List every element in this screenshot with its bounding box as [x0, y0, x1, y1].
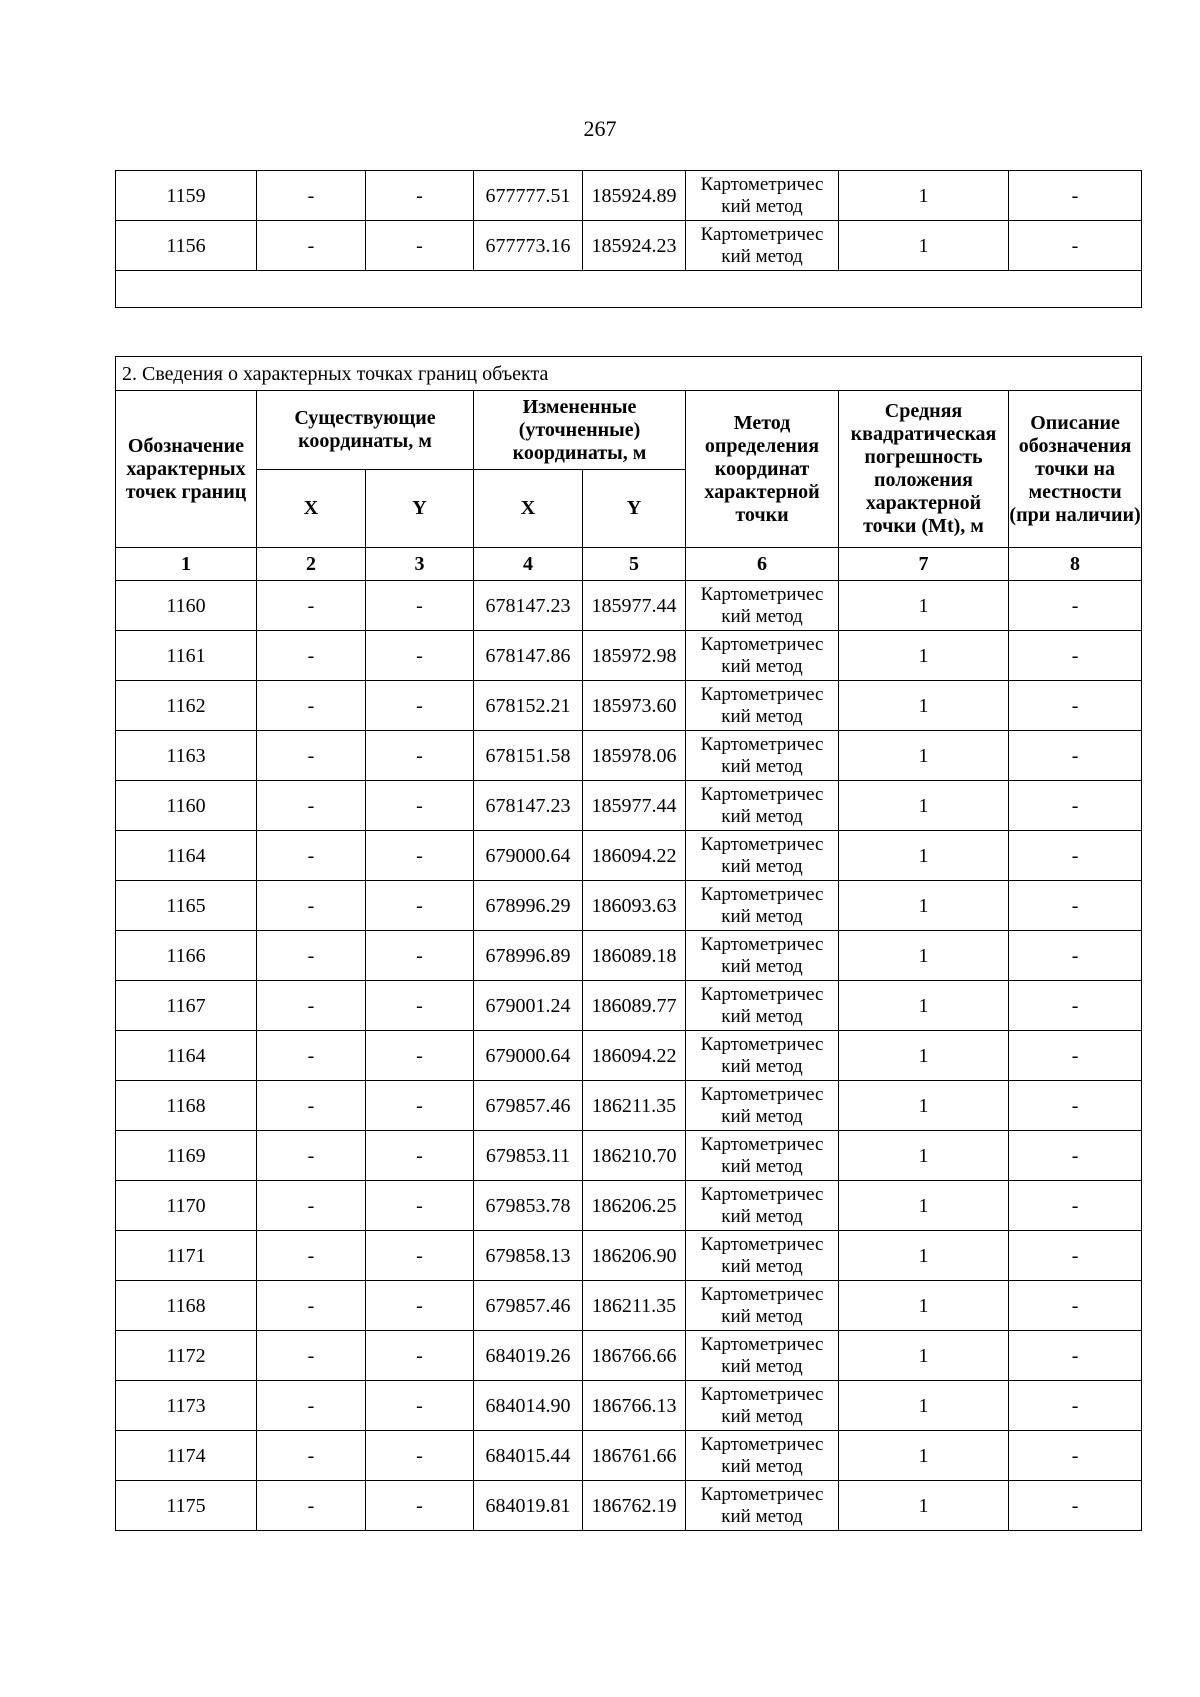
- cell-y-changed: 186766.13: [583, 1381, 686, 1431]
- table-row: [116, 1431, 1142, 1481]
- cell-x-existing: -: [257, 681, 366, 731]
- cell-x-existing: -: [257, 981, 366, 1031]
- cell-y-changed: 186206.25: [583, 1181, 686, 1231]
- header-mt: Средняя квадратическая погрешность положения характерной точки (Mt), м: [839, 391, 1009, 548]
- cell-description: -: [1009, 881, 1142, 931]
- cell-x-existing: -: [257, 1081, 366, 1131]
- cell-description: -: [1009, 731, 1142, 781]
- cell-y-existing: -: [366, 1331, 474, 1381]
- cell-x-changed: 679858.13: [474, 1231, 583, 1281]
- cell-y-existing: -: [366, 221, 474, 271]
- cell-point-id: 1172: [116, 1331, 257, 1381]
- cell-mt: 1: [839, 781, 1009, 831]
- cell-x-changed: 678147.23: [474, 781, 583, 831]
- column-number: 6: [686, 548, 839, 581]
- cell-x-existing: -: [257, 1181, 366, 1231]
- header-changed-coords: Измененные (уточненные) координаты, м: [474, 391, 686, 470]
- cell-point-id: 1168: [116, 1081, 257, 1131]
- cell-x-existing: -: [257, 1031, 366, 1081]
- cell-point-id: 1160: [116, 781, 257, 831]
- cell-y-changed: 185972.98: [583, 631, 686, 681]
- cell-mt: 1: [839, 981, 1009, 1031]
- cell-x-existing: -: [257, 781, 366, 831]
- cell-y-existing: -: [366, 731, 474, 781]
- cell-x-changed: 684019.26: [474, 1331, 583, 1381]
- cell-x-changed: 679000.64: [474, 1031, 583, 1081]
- cell-point-id: 1175: [116, 1481, 257, 1531]
- cell-x-existing: -: [257, 221, 366, 271]
- cell-y-existing: -: [366, 1231, 474, 1281]
- cell-description: -: [1009, 171, 1142, 221]
- cell-method: Картометричес кий метод: [686, 581, 839, 631]
- cell-y-existing: -: [366, 981, 474, 1031]
- cell-point-id: 1168: [116, 1281, 257, 1331]
- column-number: 4: [474, 548, 583, 581]
- cell-mt: 1: [839, 1031, 1009, 1081]
- cell-method: Картометричес кий метод: [686, 1331, 839, 1381]
- header-y-existing: Y: [366, 470, 474, 548]
- cell-x-existing: -: [257, 631, 366, 681]
- cell-y-changed: 185978.06: [583, 731, 686, 781]
- cell-y-changed: 186206.90: [583, 1231, 686, 1281]
- cell-mt: 1: [839, 1081, 1009, 1131]
- cell-y-existing: -: [366, 1381, 474, 1431]
- cell-point-id: 1173: [116, 1381, 257, 1431]
- header-existing-coords: Существующие координаты, м: [257, 391, 474, 470]
- table-row: [116, 781, 1142, 831]
- cell-description: -: [1009, 581, 1142, 631]
- cell-description: -: [1009, 831, 1142, 881]
- cell-method: Картометричес кий метод: [686, 171, 839, 221]
- column-number: 3: [366, 548, 474, 581]
- cell-x-changed: 684019.81: [474, 1481, 583, 1531]
- cell-method: Картометричес кий метод: [686, 831, 839, 881]
- cell-y-changed: 185977.44: [583, 581, 686, 631]
- table-row: [116, 1481, 1142, 1531]
- cell-x-existing: -: [257, 831, 366, 881]
- column-number: 5: [583, 548, 686, 581]
- cell-description: -: [1009, 1281, 1142, 1331]
- cell-method: Картометричес кий метод: [686, 681, 839, 731]
- cell-description: -: [1009, 1331, 1142, 1381]
- cell-y-changed: 186093.63: [583, 881, 686, 931]
- cell-method: Картометричес кий метод: [686, 881, 839, 931]
- cell-mt: 1: [839, 581, 1009, 631]
- cell-point-id: 1161: [116, 631, 257, 681]
- table-row: [116, 1281, 1142, 1331]
- table-row: [116, 1181, 1142, 1231]
- cell-method: Картометричес кий метод: [686, 1131, 839, 1181]
- cell-method: Картометричес кий метод: [686, 731, 839, 781]
- table-row: [116, 1381, 1142, 1431]
- cell-y-changed: 186089.77: [583, 981, 686, 1031]
- cell-description: -: [1009, 1181, 1142, 1231]
- cell-description: -: [1009, 781, 1142, 831]
- cell-mt: 1: [839, 681, 1009, 731]
- cell-point-id: 1170: [116, 1181, 257, 1231]
- cell-x-changed: 678152.21: [474, 681, 583, 731]
- cell-description: -: [1009, 1031, 1142, 1081]
- cell-point-id: 1159: [116, 171, 257, 221]
- table-row: [116, 631, 1142, 681]
- header-method: Метод определения координат характерной точки: [686, 391, 839, 548]
- cell-method: Картометричес кий метод: [686, 1431, 839, 1481]
- continued-rows: [116, 171, 1142, 271]
- cell-y-changed: 186094.22: [583, 1031, 686, 1081]
- cell-x-changed: 679001.24: [474, 981, 583, 1031]
- cell-method: Картометричес кий метод: [686, 631, 839, 681]
- cell-method: Картометричес кий метод: [686, 1081, 839, 1131]
- cell-x-changed: 678151.58: [474, 731, 583, 781]
- cell-y-changed: 186762.19: [583, 1481, 686, 1531]
- cell-description: -: [1009, 1231, 1142, 1281]
- cell-mt: 1: [839, 1331, 1009, 1381]
- table-row: [116, 931, 1142, 981]
- cell-x-existing: -: [257, 581, 366, 631]
- table-row: [116, 1081, 1142, 1131]
- cell-y-existing: -: [366, 1131, 474, 1181]
- boundary-points-rows: [116, 581, 1142, 1531]
- cell-y-changed: 185924.23: [583, 221, 686, 271]
- cell-y-existing: -: [366, 1031, 474, 1081]
- cell-y-existing: -: [366, 1481, 474, 1531]
- cell-x-existing: -: [257, 881, 366, 931]
- cell-y-changed: 186089.18: [583, 931, 686, 981]
- cell-x-existing: -: [257, 1131, 366, 1181]
- cell-y-existing: -: [366, 1081, 474, 1131]
- cell-description: -: [1009, 981, 1142, 1031]
- cell-mt: 1: [839, 1381, 1009, 1431]
- table-row: [116, 1331, 1142, 1381]
- header-x-changed: X: [474, 470, 583, 548]
- cell-method: Картометричес кий метод: [686, 1231, 839, 1281]
- cell-y-existing: -: [366, 171, 474, 221]
- cell-mt: 1: [839, 1131, 1009, 1181]
- cell-mt: 1: [839, 931, 1009, 981]
- cell-mt: 1: [839, 831, 1009, 881]
- table-row: [116, 881, 1142, 931]
- cell-y-changed: 185977.44: [583, 781, 686, 831]
- cell-description: -: [1009, 1431, 1142, 1481]
- cell-mt: 1: [839, 631, 1009, 681]
- cell-y-existing: -: [366, 881, 474, 931]
- cell-x-changed: 677773.16: [474, 221, 583, 271]
- cell-x-existing: -: [257, 1481, 366, 1531]
- cell-y-existing: -: [366, 831, 474, 881]
- cell-point-id: 1160: [116, 581, 257, 631]
- cell-y-changed: 186766.66: [583, 1331, 686, 1381]
- cell-point-id: 1165: [116, 881, 257, 931]
- cell-x-changed: 684014.90: [474, 1381, 583, 1431]
- cell-method: Картометричес кий метод: [686, 1381, 839, 1431]
- cell-y-changed: 186210.70: [583, 1131, 686, 1181]
- header-description: Описание обозначения точки на местности (при наличии): [1009, 391, 1142, 548]
- table-row: [116, 981, 1142, 1031]
- cell-x-changed: 684015.44: [474, 1431, 583, 1481]
- table-row: [116, 831, 1142, 881]
- cell-y-changed: 186211.35: [583, 1081, 686, 1131]
- table-row: [116, 681, 1142, 731]
- cell-description: -: [1009, 631, 1142, 681]
- cell-method: Картометричес кий метод: [686, 981, 839, 1031]
- cell-x-changed: 677777.51: [474, 171, 583, 221]
- cell-x-changed: 679853.78: [474, 1181, 583, 1231]
- section-title: 2. Сведения о характерных точках границ объекта: [116, 357, 1142, 391]
- cell-point-id: 1164: [116, 1031, 257, 1081]
- cell-method: Картометричес кий метод: [686, 1181, 839, 1231]
- cell-description: -: [1009, 1381, 1142, 1431]
- cell-y-existing: -: [366, 631, 474, 681]
- cell-point-id: 1169: [116, 1131, 257, 1181]
- table-row: [116, 1031, 1142, 1081]
- cell-mt: 1: [839, 881, 1009, 931]
- table-row: [116, 221, 1142, 271]
- cell-method: Картометричес кий метод: [686, 781, 839, 831]
- column-number: 1: [116, 548, 257, 581]
- table-row: [116, 1231, 1142, 1281]
- cell-x-existing: -: [257, 1231, 366, 1281]
- cell-method: Картометричес кий метод: [686, 1031, 839, 1081]
- cell-mt: 1: [839, 1281, 1009, 1331]
- cell-mt: 1: [839, 221, 1009, 271]
- cell-mt: 1: [839, 731, 1009, 781]
- cell-y-changed: 186094.22: [583, 831, 686, 881]
- table-row: [116, 581, 1142, 631]
- table-row: [116, 1131, 1142, 1181]
- cell-y-existing: -: [366, 1281, 474, 1331]
- cell-point-id: 1156: [116, 221, 257, 271]
- cell-mt: 1: [839, 1431, 1009, 1481]
- cell-x-changed: 678996.29: [474, 881, 583, 931]
- cell-method: Картометричес кий метод: [686, 931, 839, 981]
- header-point-designation: Обозначение характерных точек границ: [116, 391, 257, 548]
- cell-x-changed: 679853.11: [474, 1131, 583, 1181]
- table-row: [116, 171, 1142, 221]
- cell-point-id: 1162: [116, 681, 257, 731]
- column-number: 2: [257, 548, 366, 581]
- cell-y-existing: -: [366, 1181, 474, 1231]
- cell-y-changed: 186761.66: [583, 1431, 686, 1481]
- cell-x-existing: -: [257, 1431, 366, 1481]
- cell-mt: 1: [839, 171, 1009, 221]
- cell-point-id: 1174: [116, 1431, 257, 1481]
- header-x-existing: X: [257, 470, 366, 548]
- column-number: 7: [839, 548, 1009, 581]
- cell-y-changed: 185973.60: [583, 681, 686, 731]
- cell-mt: 1: [839, 1231, 1009, 1281]
- cell-x-changed: 679000.64: [474, 831, 583, 881]
- cell-description: -: [1009, 221, 1142, 271]
- cell-point-id: 1171: [116, 1231, 257, 1281]
- cell-mt: 1: [839, 1181, 1009, 1231]
- page-number: 267: [583, 116, 617, 141]
- cell-x-changed: 678996.89: [474, 931, 583, 981]
- cell-x-existing: -: [257, 171, 366, 221]
- cell-point-id: 1167: [116, 981, 257, 1031]
- continued-coordinates-table: [115, 170, 1142, 308]
- cell-method: Картометричес кий метод: [686, 221, 839, 271]
- cell-y-existing: -: [366, 1431, 474, 1481]
- cell-x-changed: 679857.46: [474, 1281, 583, 1331]
- cell-point-id: 1164: [116, 831, 257, 881]
- cell-x-changed: 678147.23: [474, 581, 583, 631]
- cell-description: -: [1009, 1481, 1142, 1531]
- cell-y-changed: 185924.89: [583, 171, 686, 221]
- cell-y-existing: -: [366, 581, 474, 631]
- cell-x-existing: -: [257, 1381, 366, 1431]
- header-y-changed: Y: [583, 470, 686, 548]
- column-number: 8: [1009, 548, 1142, 581]
- cell-y-existing: -: [366, 781, 474, 831]
- cell-method: Картометричес кий метод: [686, 1281, 839, 1331]
- cell-x-existing: -: [257, 931, 366, 981]
- cell-description: -: [1009, 1081, 1142, 1131]
- cell-description: -: [1009, 1131, 1142, 1181]
- cell-x-changed: 679857.46: [474, 1081, 583, 1131]
- cell-x-existing: -: [257, 1281, 366, 1331]
- cell-description: -: [1009, 681, 1142, 731]
- table-row: [116, 731, 1142, 781]
- cell-point-id: 1163: [116, 731, 257, 781]
- cell-mt: 1: [839, 1481, 1009, 1531]
- cell-x-changed: 678147.86: [474, 631, 583, 681]
- cell-description: -: [1009, 931, 1142, 981]
- cell-x-existing: -: [257, 731, 366, 781]
- cell-y-existing: -: [366, 931, 474, 981]
- cell-x-existing: -: [257, 1331, 366, 1381]
- cell-y-existing: -: [366, 681, 474, 731]
- boundary-points-table: [115, 356, 1142, 1531]
- cell-point-id: 1166: [116, 931, 257, 981]
- empty-row: [116, 271, 1142, 308]
- cell-method: Картометричес кий метод: [686, 1481, 839, 1531]
- cell-y-changed: 186211.35: [583, 1281, 686, 1331]
